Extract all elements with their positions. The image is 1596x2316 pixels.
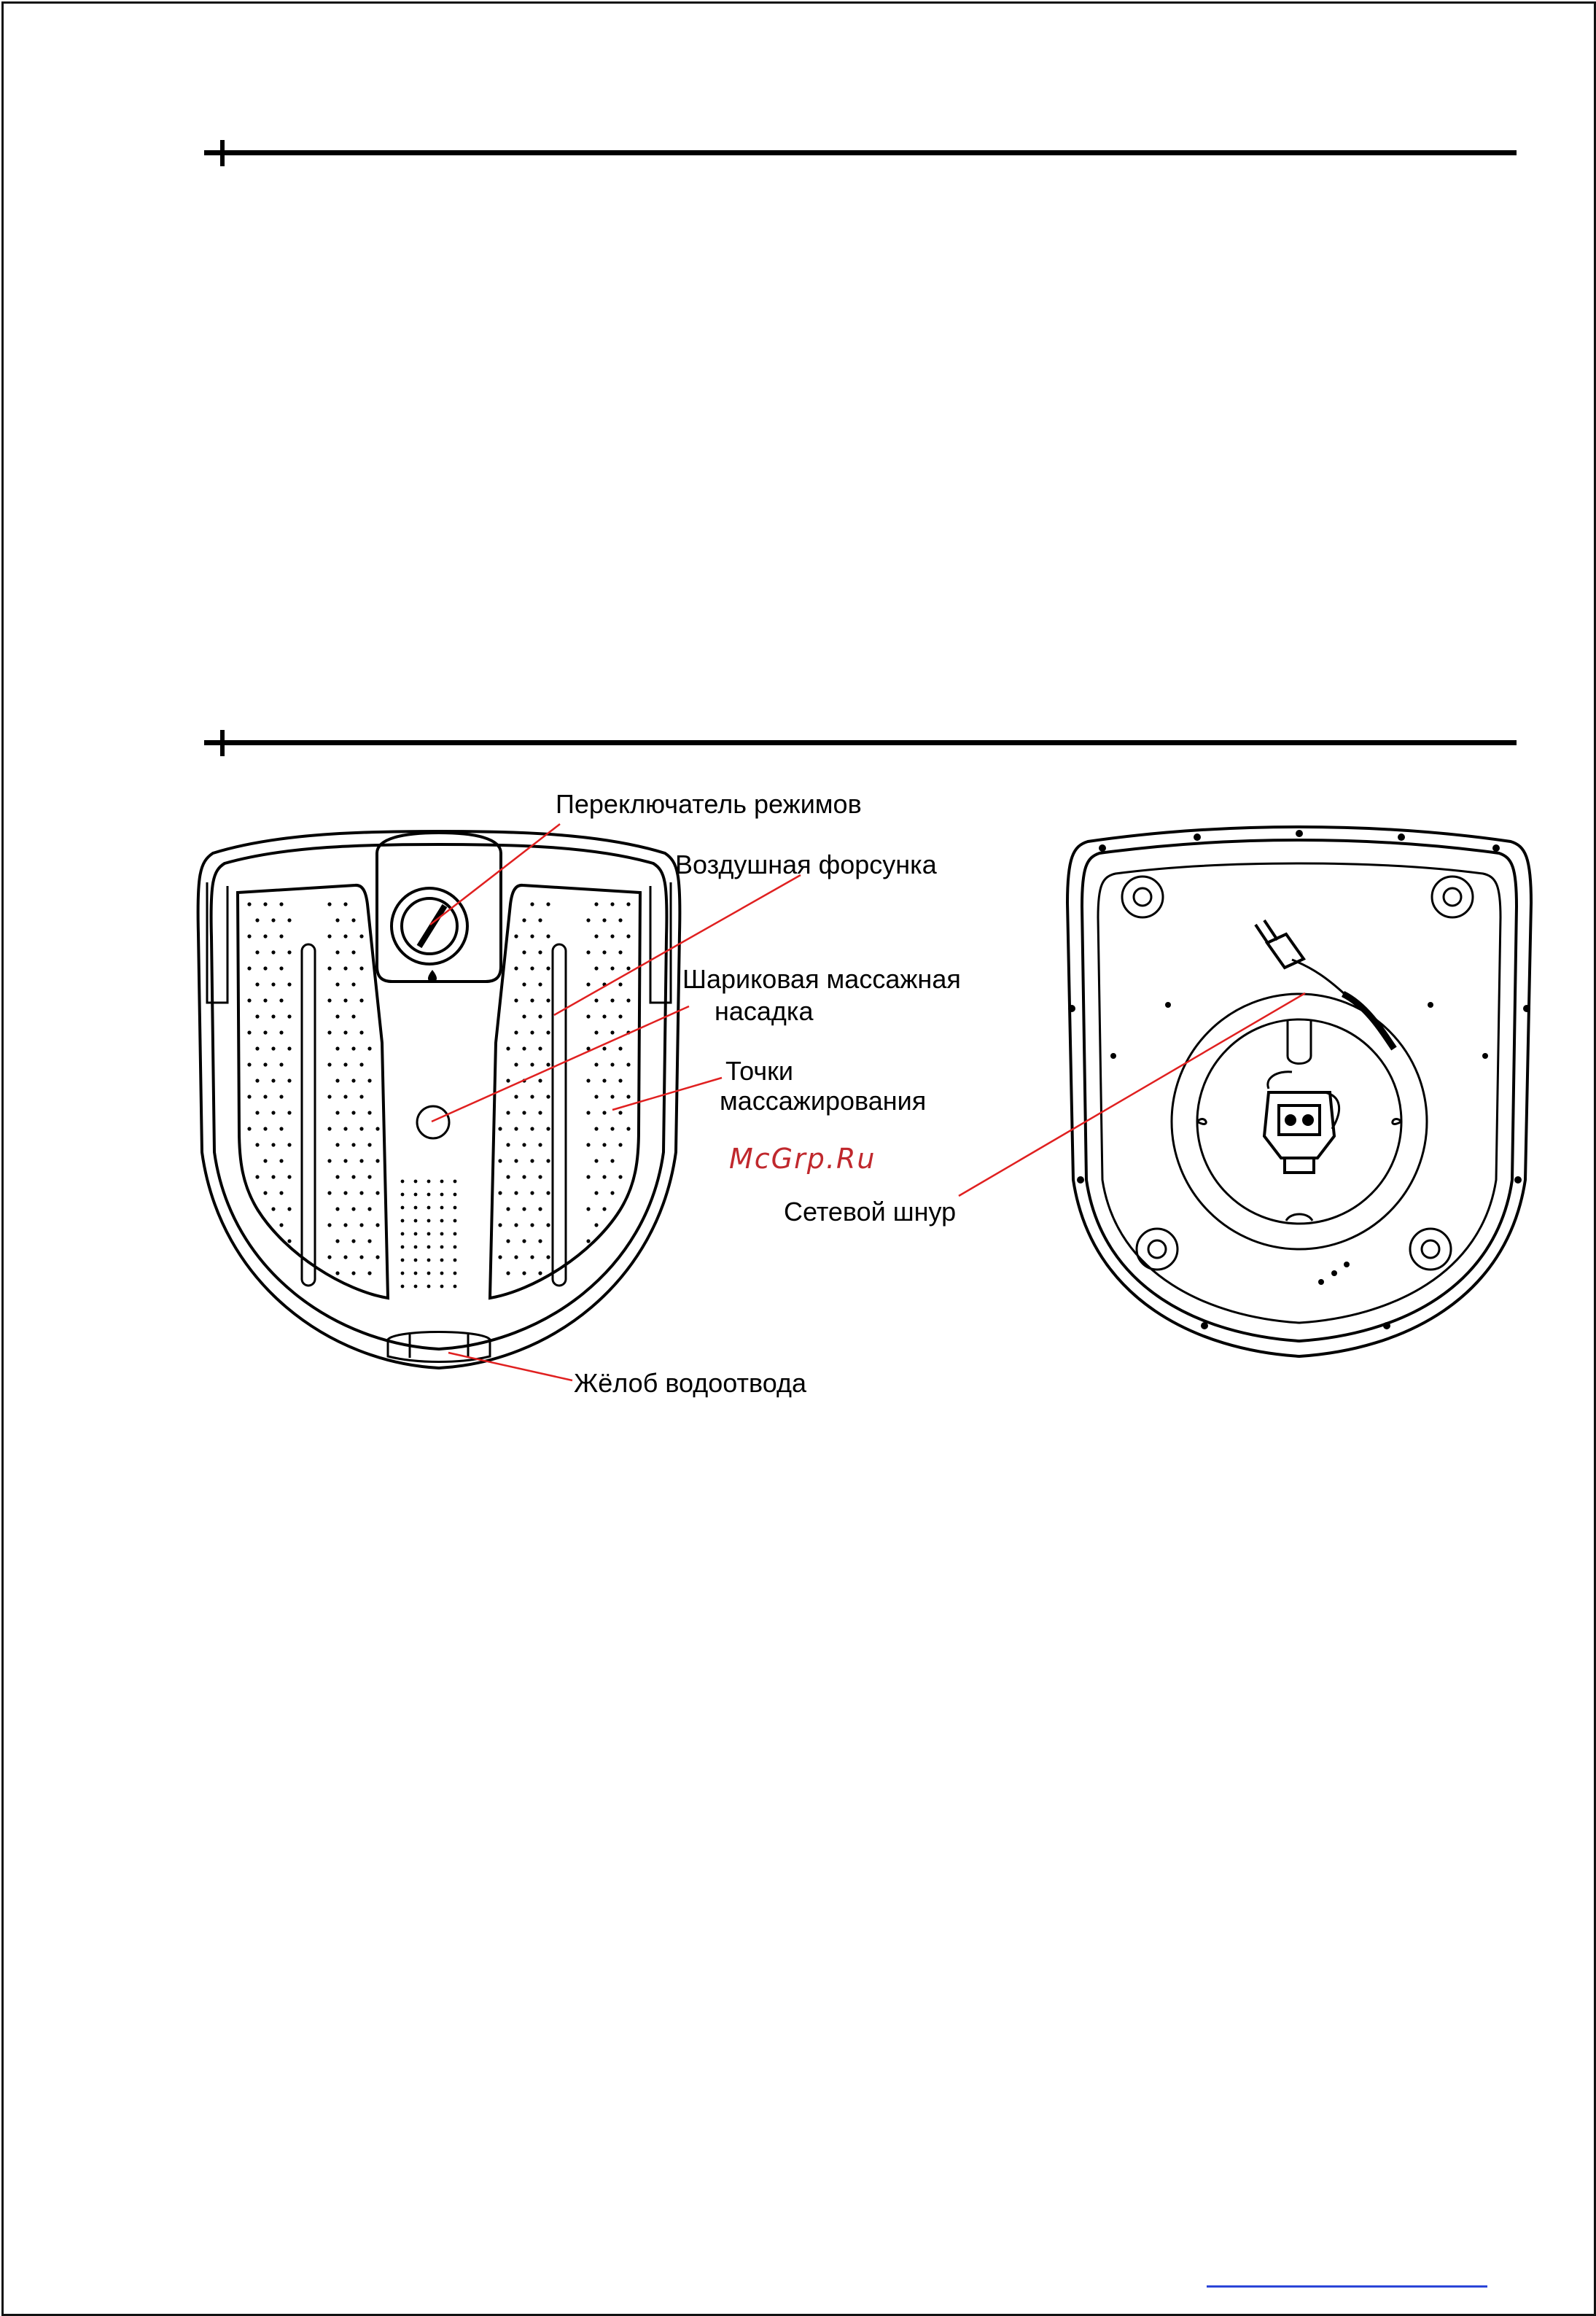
label-power-cord: Сетевой шнур — [784, 1197, 957, 1227]
label-massage-points-line2: массажирования — [720, 1086, 927, 1116]
label-massage-points-line1: Точки — [725, 1056, 794, 1086]
label-mode-switch: Переключатель режимов — [556, 789, 862, 819]
label-ball-massage-line2: насадка — [715, 996, 814, 1026]
watermark-logo: McGrp.Ru — [729, 1143, 876, 1175]
label-drain-channel: Жёлоб водоотвода — [574, 1368, 806, 1398]
label-ball-massage-line1: Шариковая массажная — [682, 964, 961, 994]
label-air-nozzle: Воздушная форсунка — [675, 850, 937, 879]
footer-link-underline[interactable] — [1207, 2285, 1487, 2288]
